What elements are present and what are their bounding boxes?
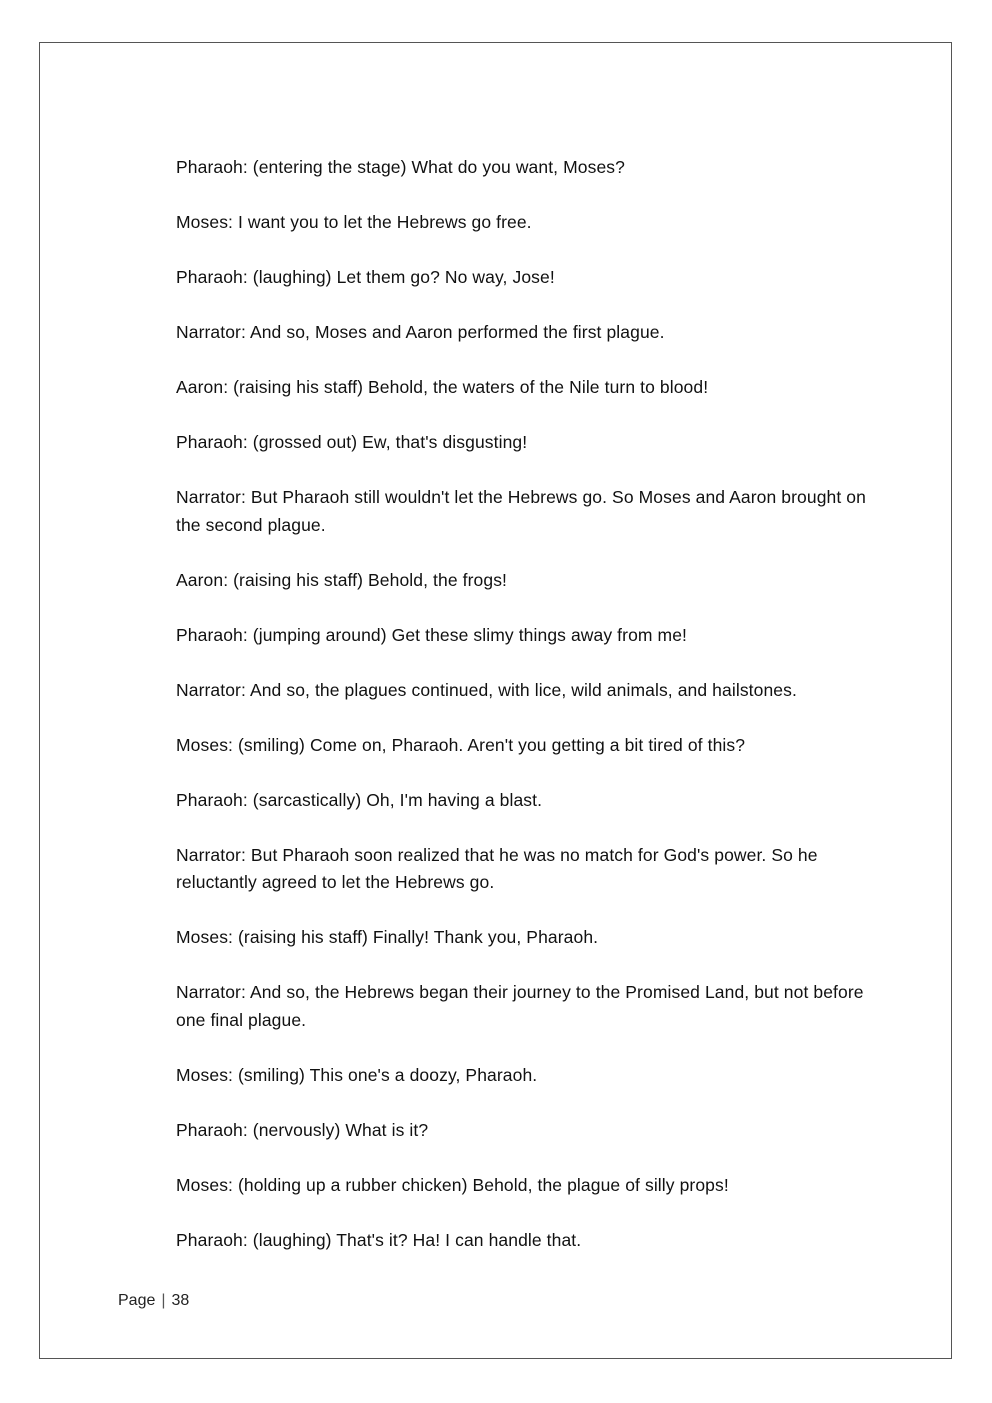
script-line: Narrator: And so, the plagues continued, with lice, wild animals, and hailstones.	[176, 679, 797, 700]
script-line: Pharaoh: (nervously) What is it?	[176, 1119, 429, 1140]
script-line: Narrator: And so, Moses and Aaron performed the first plague.	[176, 322, 665, 342]
script-line: Pharaoh: (sarcastically) Oh, I'm having a blast.	[176, 789, 543, 810]
script-line: Narrator: But Pharaoh still wouldn't let the Hebrews go. So Moses and Aaron brought on the second plague.	[176, 487, 866, 535]
page-number: 38	[171, 1292, 190, 1309]
script-body	[176, 154, 876, 1282]
page-footer	[118, 1292, 189, 1310]
script-line: Pharaoh: (jumping around) Get these slimy things away from me!	[176, 624, 688, 645]
script-line: Aaron: (raising his staff) Behold, the waters of the Nile turn to blood!	[176, 377, 709, 397]
script-line: Narrator: And so, the Hebrews began their journey to the Promised Land, but not before one final plague.	[176, 982, 864, 1030]
script-line: Pharaoh: (laughing) Let them go? No way, Jose!	[176, 267, 555, 287]
script-line: Pharaoh: (grossed out) Ew, that's disgusting!	[176, 432, 528, 452]
script-line: Pharaoh: (laughing) That's it? Ha! I can handle that.	[176, 1229, 582, 1250]
script-line: Narrator: But Pharaoh soon realized that he was no match for God's power. So he reluctantly agreed to let the Hebrews go.	[176, 844, 818, 892]
page-label: Page	[118, 1292, 156, 1309]
script-line: Pharaoh: (entering the stage) What do you want, Moses?	[176, 157, 625, 177]
script-line: Moses: (holding up a rubber chicken) Behold, the plague of silly props!	[176, 1174, 729, 1195]
page-separator: |	[161, 1292, 166, 1309]
script-line: Moses: (smiling) This one's a doozy, Pharaoh.	[176, 1064, 538, 1085]
script-line: Moses: I want you to let the Hebrews go free.	[176, 212, 532, 232]
script-line: Moses: (smiling) Come on, Pharaoh. Aren't you getting a bit tired of this?	[176, 734, 746, 755]
script-line: Aaron: (raising his staff) Behold, the frogs!	[176, 569, 508, 590]
script-line: Moses: (raising his staff) Finally! Thank you, Pharaoh.	[176, 927, 599, 947]
